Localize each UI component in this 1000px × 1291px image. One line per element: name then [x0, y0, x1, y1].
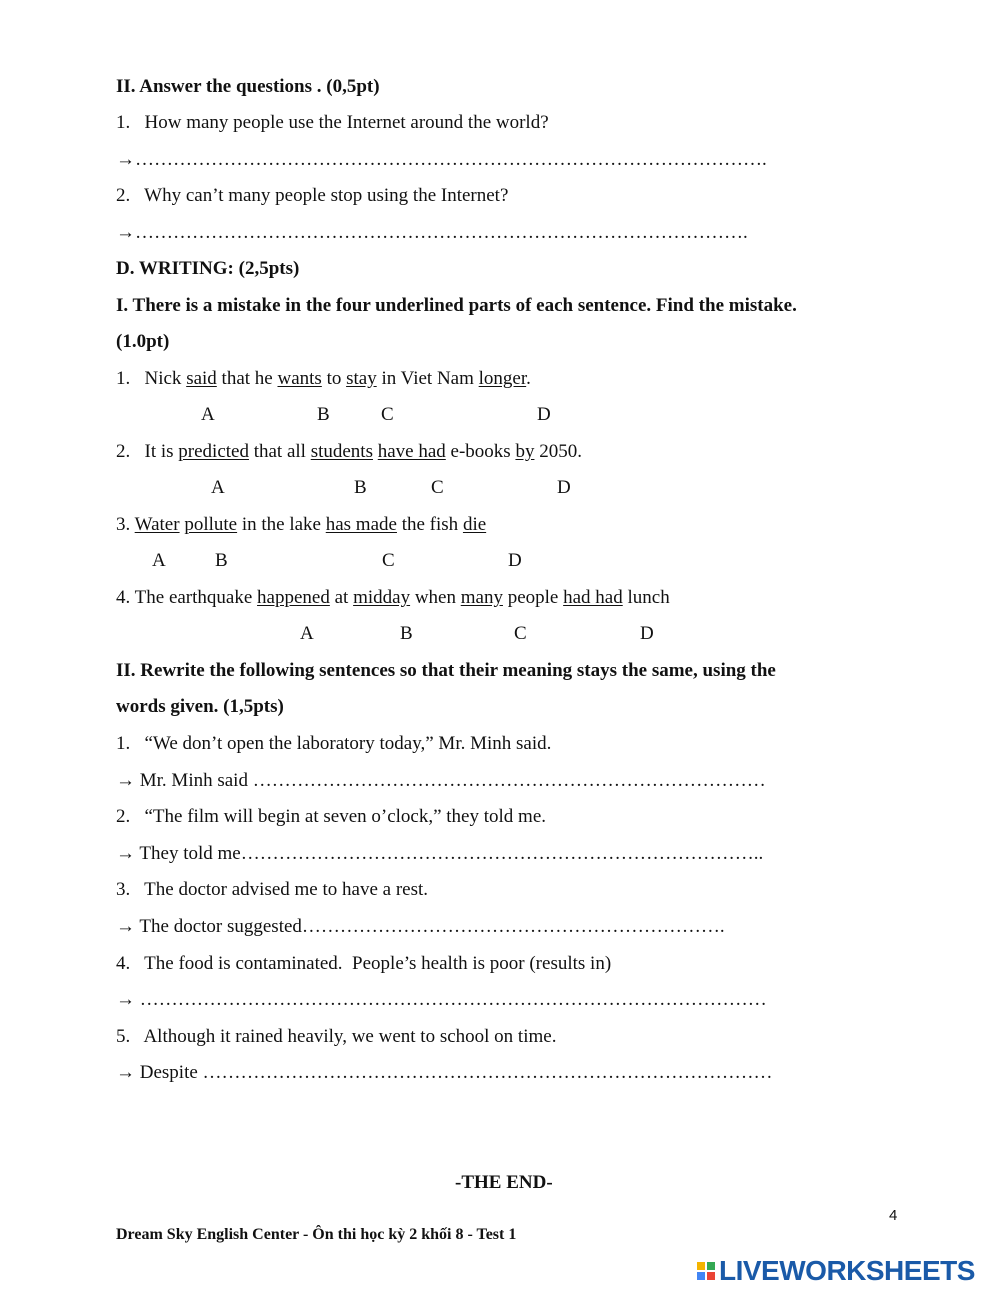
s2-option-a[interactable]: A [211, 477, 225, 498]
question-1: 1. How many people use the Internet around the world? [116, 112, 549, 133]
s4-option-d[interactable]: D [640, 623, 654, 644]
mistake-sentence-1: 1. Nick said that he wants to stay in Viet Nam longer. [116, 368, 531, 389]
s1-option-a[interactable]: A [201, 404, 215, 425]
question-2: 2. Why can’t many people stop using the Internet? [116, 185, 509, 206]
rewrite-answer-3[interactable]: → The doctor suggested…………………………………………………………. [116, 916, 725, 937]
rewrite-answer-5[interactable]: → Despite ……………………………………………………………………………… [116, 1062, 773, 1083]
liveworksheets-logo [697, 1255, 975, 1287]
s3-option-c[interactable]: C [382, 550, 395, 571]
s2-option-c[interactable]: C [431, 477, 444, 498]
part2-heading: II. Rewrite the following sentences so that their meaning stays the same, using the [116, 660, 776, 681]
rewrite-answer-4[interactable]: → ……………………………………………………………………………………… [116, 989, 767, 1010]
s4-option-b[interactable]: B [400, 623, 413, 644]
rewrite-answer-1[interactable]: → Mr. Minh said ……………………………………………………………………… [116, 770, 766, 791]
rewrite-sentence-5: 5. Although it rained heavily, we went to school on time. [116, 1026, 557, 1047]
mistake-sentence-2: 2. It is predicted that all students have had e-books by 2050. [116, 441, 582, 462]
s3-option-b[interactable]: B [215, 550, 228, 571]
answer-heading: II. Answer the questions . (0,5pt) [116, 76, 380, 97]
s2-option-d[interactable]: D [557, 477, 571, 498]
logo-grid-icon [697, 1262, 715, 1280]
mistake-sentence-3: 3. Water pollute in the lake has made the fish die [116, 514, 487, 535]
rewrite-answer-2[interactable]: → They told me……………………………………………………………………….. [116, 843, 764, 864]
s1-option-c[interactable]: C [381, 404, 394, 425]
page-number: 4 [889, 1207, 898, 1224]
s2-option-b[interactable]: B [354, 477, 367, 498]
s3-option-a[interactable]: A [152, 550, 166, 571]
s3-option-d[interactable]: D [508, 550, 522, 571]
part2-points: words given. (1,5pts) [116, 696, 284, 717]
rewrite-sentence-4: 4. The food is contaminated. People’s health is poor (results in) [116, 953, 612, 974]
s1-option-d[interactable]: D [537, 404, 551, 425]
part1-heading: I. There is a mistake in the four underlined parts of each sentence. Find the mistake. [116, 295, 797, 316]
s1-option-b[interactable]: B [317, 404, 330, 425]
part1-points: (1.0pt) [116, 331, 170, 352]
rewrite-sentence-1: 1. “We don’t open the laboratory today,” Mr. Minh said. [116, 733, 552, 754]
footer-text: Dream Sky English Center - Ôn thi học kỳ 2 khối 8 - Test 1 [116, 1226, 517, 1243]
writing-heading: D. WRITING: (2,5pts) [116, 258, 300, 279]
rewrite-sentence-3: 3. The doctor advised me to have a rest. [116, 879, 428, 900]
logo-text: LIVEWORKSHEETS [719, 1255, 975, 1286]
s4-option-c[interactable]: C [514, 623, 527, 644]
s4-option-a[interactable]: A [300, 623, 314, 644]
answer-line-2[interactable]: →……………………………………………………………………………………. [116, 222, 748, 243]
mistake-sentence-4: 4. The earthquake happened at midday when many people had had lunch [116, 587, 670, 608]
rewrite-sentence-2: 2. “The film will begin at seven o’clock,” they told me. [116, 806, 547, 827]
answer-line-1[interactable]: →………………………………………………………………………………………. [116, 149, 767, 170]
the-end: -THE END- [455, 1172, 553, 1193]
